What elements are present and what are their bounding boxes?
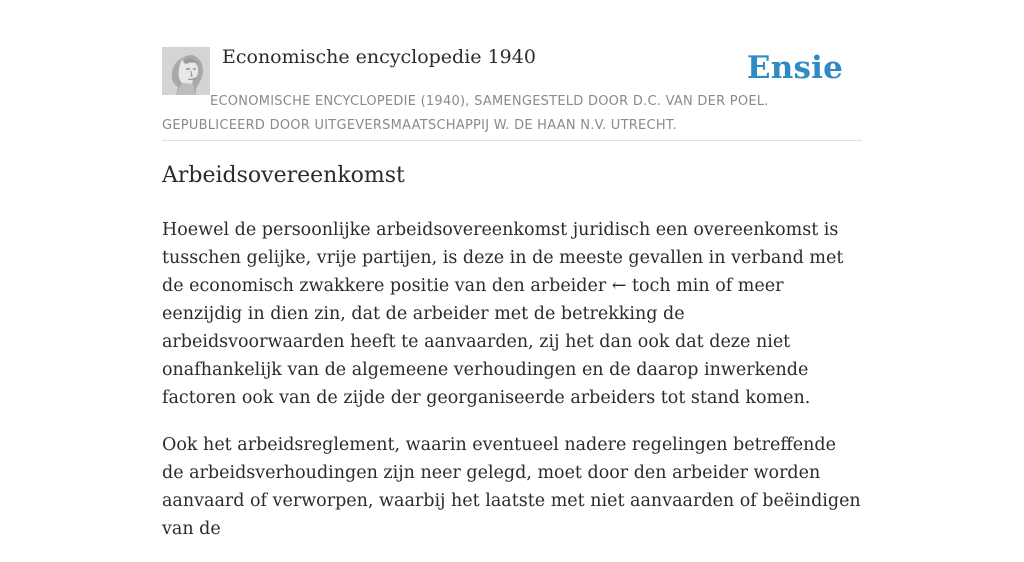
article-title: Arbeidsovereenkomst [162,163,405,188]
portrait-avatar-icon[interactable] [162,47,210,95]
brand-logo[interactable]: Ensie [746,50,843,86]
article-paragraph: Hoewel de persoonlijke arbeidsovereenkomst juridisch een overeenkomst is tusschen gelijke, vrije partijen, is deze in de meeste gevallen in verband met de economisch zwakkere positie van den arbeider ← toch min of meer eenzijdig in dien zin, dat de arbeider met de betrekking de arbeidsvoorwaarden heeft te aanvaarden, zij het dan ook dat deze niet onafhankelijk van de algemeene verhoudingen en de daarop inwerkende factoren ook van de zijde der georganiseerde arbeiders tot stand komen. [162,220,844,408]
site-title[interactable]: Economische encyclopedie 1940 [222,46,536,68]
article-paragraph: Ook het arbeidsreglement, waarin eventueel nadere regelingen betreffende de arbeidsverhoudingen zijn neer gelegd, moet door den arbeider worden aanvaard of verworpen, waarbij het laatste met niet aanvaarden of beëindigen van de [162,435,861,539]
article-body [162,216,862,562]
page-header [162,0,862,141]
source-description: ECONOMISCHE ENCYCLOPEDIE (1940), SAMENGESTELD DOOR D.C. VAN DER POEL. GEPUBLICEERD DOOR UITGEVERSMAATSCHAPPIJ W. DE HAAN N.V. UTRECHT. [162,94,769,133]
page-container [162,0,862,539]
